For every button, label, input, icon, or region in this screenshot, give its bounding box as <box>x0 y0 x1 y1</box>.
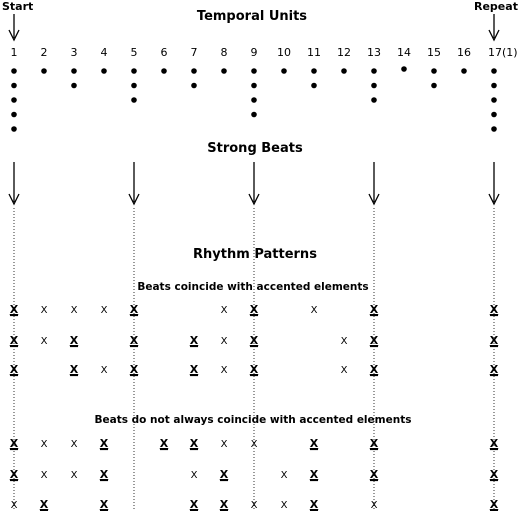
start-label: Start <box>2 0 34 13</box>
unit-label-6: 6 <box>160 46 168 59</box>
accented-mark: X <box>189 437 199 450</box>
unit-dot <box>281 68 287 74</box>
accented-mark: X <box>189 498 199 511</box>
unit-dot <box>311 83 317 89</box>
accented-mark: X <box>489 468 499 481</box>
accented-mark: X <box>9 334 19 347</box>
rhythm-mark: X <box>250 500 258 511</box>
unit-label-11: 11 <box>307 46 321 59</box>
unit-label-4: 4 <box>100 46 108 59</box>
unit-label-17: 17(1) <box>488 46 518 59</box>
accented-mark: X <box>369 334 379 347</box>
unit-dot <box>491 83 497 89</box>
unit-dot <box>11 126 17 132</box>
rhythm-mark: X <box>220 336 228 347</box>
accented-mark: X <box>9 437 19 450</box>
unit-dot <box>431 83 437 89</box>
unit-label-7: 7 <box>190 46 198 59</box>
unit-number-labels <box>11 46 518 59</box>
accented-mark: X <box>369 437 379 450</box>
accented-mark: X <box>219 498 229 511</box>
unit-label-16: 16 <box>457 46 471 59</box>
unit-dot <box>71 83 77 89</box>
unit-dot <box>251 68 257 74</box>
rhythm-mark: X <box>40 305 48 316</box>
accented-mark: X <box>69 334 79 347</box>
title-strong-beats: Strong Beats <box>207 141 303 156</box>
accented-mark: X <box>369 468 379 481</box>
unit-dot <box>371 97 377 103</box>
section2-label: Beats do not always coincide with accented elements <box>94 414 412 426</box>
rhythm-mark: X <box>40 439 48 450</box>
unit-dot <box>491 112 497 118</box>
rhythm-mark: X <box>70 439 78 450</box>
unit-dot <box>191 68 197 74</box>
accented-mark: X <box>309 468 319 481</box>
unit-dot <box>461 68 467 74</box>
unit-dot <box>101 68 107 74</box>
rhythm-mark: X <box>40 336 48 347</box>
rhythm-mark: X <box>220 439 228 450</box>
unit-dot <box>11 97 17 103</box>
accented-mark: X <box>69 363 79 376</box>
unit-dot <box>41 68 47 74</box>
unit-label-12: 12 <box>337 46 351 59</box>
unit-dot <box>11 68 17 74</box>
accented-mark: X <box>189 334 199 347</box>
accented-mark: X <box>129 303 139 316</box>
unit-label-1: 1 <box>10 46 18 59</box>
unit-label-15: 15 <box>427 46 441 59</box>
unit-dot <box>191 83 197 89</box>
unit-dot <box>431 68 437 74</box>
accented-mark: X <box>309 437 319 450</box>
title-rhythm-patterns: Rhythm Patterns <box>193 247 317 262</box>
rhythm-mark: X <box>70 470 78 481</box>
rhythm-mark: X <box>220 365 228 376</box>
unit-dot <box>491 126 497 132</box>
accented-mark: X <box>309 498 319 511</box>
unit-label-14: 14 <box>397 46 411 59</box>
accented-mark: X <box>99 468 109 481</box>
unit-dot <box>221 68 227 74</box>
unit-dot <box>71 68 77 74</box>
accented-mark: X <box>159 437 169 450</box>
accented-mark: X <box>129 334 139 347</box>
unit-dot <box>341 68 347 74</box>
unit-dot <box>251 97 257 103</box>
unit-dot <box>11 112 17 118</box>
accented-mark: X <box>219 468 229 481</box>
unit-dot <box>131 68 137 74</box>
accented-mark: X <box>9 363 19 376</box>
accented-mark: X <box>489 498 499 511</box>
rhythm-mark: X <box>280 470 288 481</box>
rhythm-mark: X <box>340 365 348 376</box>
temporal-dots <box>11 66 497 132</box>
unit-dot <box>251 83 257 89</box>
unit-dot <box>401 66 407 72</box>
rhythm-mark: X <box>310 305 318 316</box>
accented-mark: X <box>99 498 109 511</box>
unit-label-10: 10 <box>277 46 291 59</box>
accented-mark: X <box>129 363 139 376</box>
accented-mark: X <box>489 363 499 376</box>
accented-mark: X <box>489 334 499 347</box>
unit-dot <box>131 83 137 89</box>
accented-mark: X <box>369 363 379 376</box>
rhythm-mark: X <box>220 305 228 316</box>
unit-dot <box>11 83 17 89</box>
accented-mark: X <box>249 334 259 347</box>
rhythm-mark: X <box>100 305 108 316</box>
unit-dot <box>371 83 377 89</box>
rhythm-mark: X <box>340 336 348 347</box>
accented-mark: X <box>9 468 19 481</box>
unit-label-3: 3 <box>70 46 78 59</box>
unit-label-8: 8 <box>220 46 228 59</box>
unit-label-5: 5 <box>130 46 138 59</box>
rhythm-mark: X <box>250 439 258 450</box>
unit-dot <box>491 68 497 74</box>
accented-mark: X <box>9 303 19 316</box>
rhythm-mark: X <box>370 500 378 511</box>
beat-arrows <box>9 14 499 204</box>
unit-label-2: 2 <box>40 46 48 59</box>
rhythm-mark: X <box>190 470 198 481</box>
unit-label-13: 13 <box>367 46 381 59</box>
accented-mark: X <box>489 437 499 450</box>
rhythm-mark: X <box>70 305 78 316</box>
rhythm-mark: X <box>100 365 108 376</box>
rhythm-mark: X <box>10 500 18 511</box>
accented-mark: X <box>189 363 199 376</box>
accented-mark: X <box>99 437 109 450</box>
unit-label-9: 9 <box>250 46 258 59</box>
unit-dot <box>251 112 257 118</box>
section1-label: Beats coincide with accented elements <box>137 281 369 293</box>
unit-dot <box>161 68 167 74</box>
title-temporal-units: Temporal Units <box>196 9 308 24</box>
unit-dot <box>491 97 497 103</box>
accented-mark: X <box>369 303 379 316</box>
rhythm-mark: X <box>280 500 288 511</box>
accented-mark: X <box>39 498 49 511</box>
unit-dot <box>131 97 137 103</box>
repeat-label: Repeat <box>474 0 518 13</box>
accented-mark: X <box>249 303 259 316</box>
rhythm-mark: X <box>40 470 48 481</box>
accented-mark: X <box>489 303 499 316</box>
unit-dot <box>371 68 377 74</box>
accented-mark: X <box>249 363 259 376</box>
unit-dot <box>311 68 317 74</box>
